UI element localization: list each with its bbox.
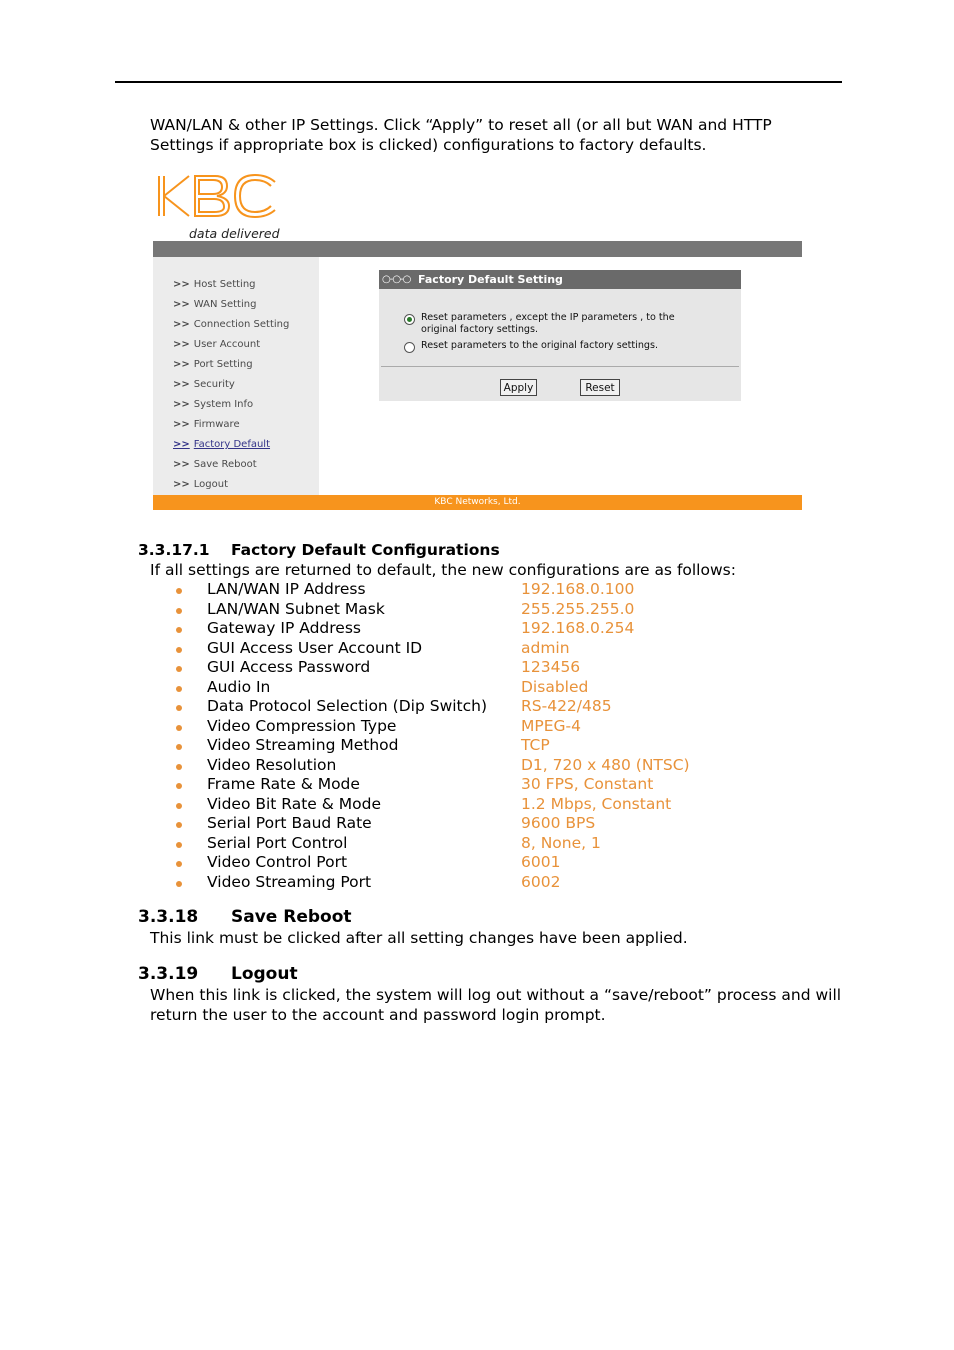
option-label: Reset parameters , except the IP parameters , to the original factory settings.: [421, 312, 675, 335]
section-3318-heading: 3.3.18 Save Reboot: [138, 907, 352, 927]
sidebar-item-host-setting[interactable]: >> Host Setting: [173, 279, 256, 290]
header-bar: [153, 241, 802, 257]
apply-button[interactable]: Apply: [500, 379, 537, 396]
sidebar: [153, 257, 319, 495]
kbc-logo-icon: [155, 172, 279, 220]
panel-divider: [381, 366, 739, 367]
factory-default-panel: [379, 270, 741, 401]
section-3317-intro: If all settings are returned to default, the new configurations are as follows:: [150, 561, 736, 579]
sidebar-item-user-account[interactable]: >> User Account: [173, 339, 261, 350]
panel-header: [379, 270, 741, 289]
sidebar-item-security[interactable]: >> Security: [173, 379, 235, 390]
section-3317-heading: 3.3.17.1 Factory Default Configurations: [138, 541, 500, 559]
sidebar-item-system-info[interactable]: >> System Info: [173, 399, 254, 410]
sidebar-item-firmware[interactable]: >> Firmware: [173, 419, 240, 430]
sidebar-item-connection-setting[interactable]: >> Connection Setting: [173, 319, 290, 330]
factory-default-screenshot: [153, 172, 802, 510]
radio-unselected-icon[interactable]: [404, 342, 415, 353]
intro-paragraph: WAN/LAN & other IP Settings. Click “Apply” to reset all (or all but WAN and HTTP Settings if appropriate box is clicked) configurations to factory defaults.: [150, 116, 772, 154]
section-3318-text: This link must be clicked after all setting changes have been applied.: [150, 929, 688, 947]
sidebar-item-logout[interactable]: >> Logout: [173, 479, 229, 490]
reset-button[interactable]: Reset: [580, 379, 620, 396]
footer-bar: KBC Networks, Ltd.: [153, 495, 802, 510]
radio-selected-icon[interactable]: [404, 314, 415, 325]
logo-tagline: data delivered: [189, 226, 280, 241]
header-rule: [115, 81, 842, 83]
panel-title: Factory Default Setting: [418, 273, 563, 286]
option-label: Reset parameters to the original factory settings.: [421, 340, 659, 351]
sidebar-item-port-setting[interactable]: >> Port Setting: [173, 359, 253, 370]
section-3319-heading: 3.3.19 Logout: [138, 964, 298, 984]
sidebar-item-factory-default[interactable]: >> Factory Default: [173, 439, 271, 450]
sidebar-menu: [173, 277, 289, 497]
kbc-logo: [155, 172, 279, 242]
sidebar-item-wan-setting[interactable]: >> WAN Setting: [173, 299, 257, 310]
section-3319-text: When this link is clicked, the system will log out without a “save/reboot” process and will return the user to the account and password login prompt.: [150, 986, 842, 1024]
panel-header-icon: ○-○-○: [382, 274, 411, 285]
sidebar-item-save-reboot[interactable]: >> Save Reboot: [173, 459, 257, 470]
